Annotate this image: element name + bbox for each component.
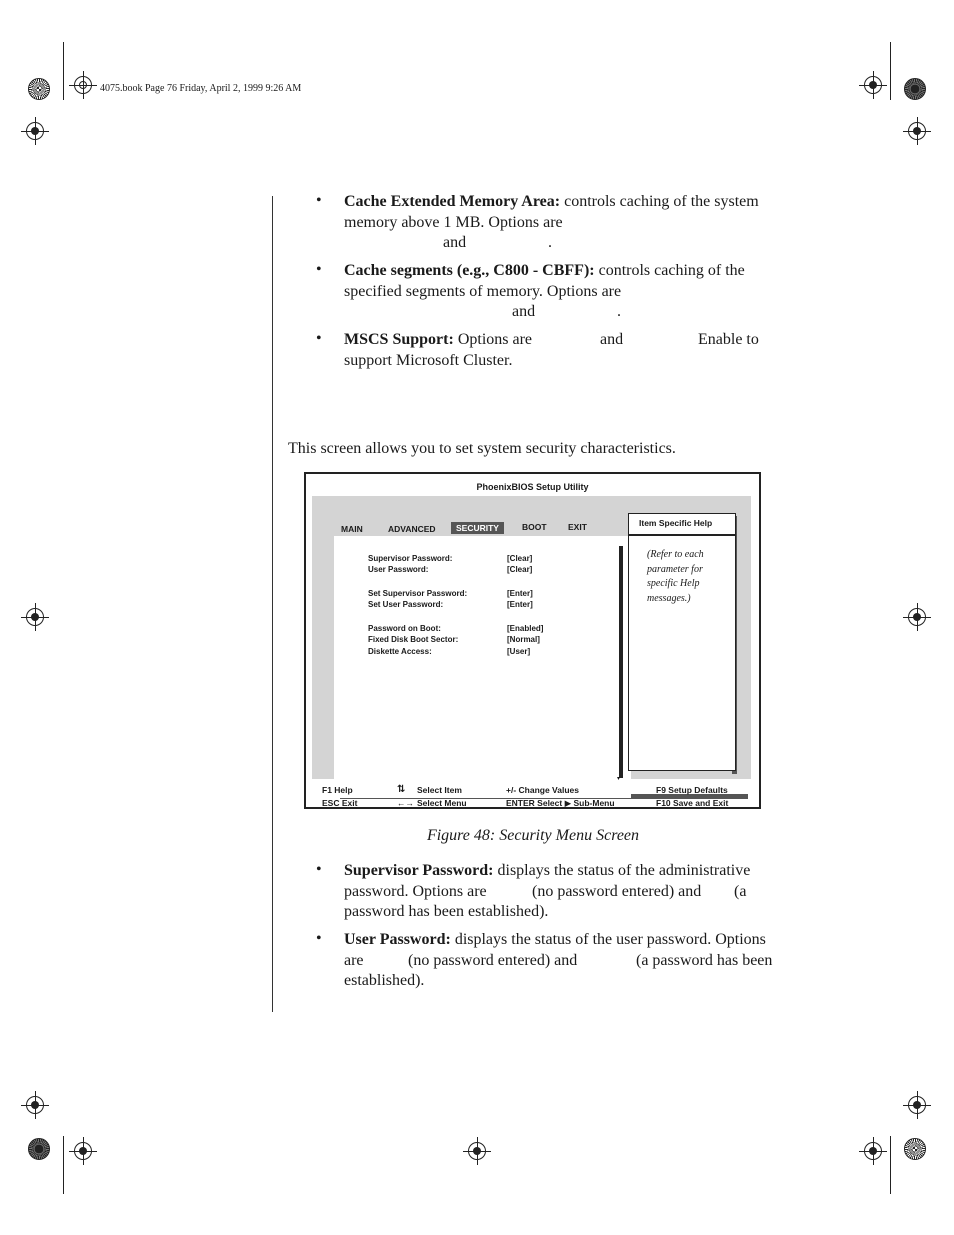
- registration-crosshair-icon: [864, 1142, 882, 1160]
- field-value: [User]: [507, 647, 531, 656]
- crop-mark: [63, 42, 64, 100]
- registration-burst-icon: [904, 1138, 926, 1160]
- margin-rule: [272, 196, 273, 1012]
- scrollbar: [619, 546, 623, 778]
- settings-panel: [334, 536, 631, 798]
- footer-esc: ESC Exit: [322, 798, 358, 808]
- menu-advanced: ADVANCED: [388, 524, 436, 534]
- field-label: Supervisor Password:: [368, 554, 453, 563]
- field-value: [Enabled]: [507, 624, 544, 633]
- left-right-arrows-icon: ←→: [397, 798, 414, 808]
- field-value: [Normal]: [507, 635, 540, 644]
- registration-crosshair-icon: [908, 1096, 926, 1114]
- crop-mark: [63, 1136, 64, 1194]
- menu-main: MAIN: [341, 524, 363, 534]
- intro-text: This screen allows you to set system security characteristics.: [288, 440, 676, 457]
- menu-exit: EXIT: [568, 522, 587, 532]
- menu-security: SECURITY: [451, 522, 504, 534]
- scroll-down-icon: ▾: [617, 776, 621, 782]
- bullet-user-password: User Password: displays the status of the user password. Options are (no password entered) and (a password has been established).: [344, 931, 773, 989]
- registration-crosshair-icon: [74, 76, 92, 94]
- footer-select-item: Select Item: [417, 785, 462, 795]
- help-title: Item Specific Help: [629, 514, 735, 536]
- field-value: [Enter]: [507, 600, 533, 609]
- field-value: [Clear]: [507, 554, 533, 563]
- term: Cache Extended Memory Area:: [344, 193, 561, 210]
- footer-enter-select: ENTER Select ▶ Sub-Menu: [506, 798, 615, 808]
- bios-title: PhoenixBIOS Setup Utility: [476, 482, 589, 492]
- field-value: [Enter]: [507, 589, 533, 598]
- footer-f10: F10 Save and Exit: [656, 798, 729, 808]
- help-panel: [628, 513, 736, 771]
- field-label: User Password:: [368, 565, 429, 574]
- bullet-marker: •: [316, 330, 322, 347]
- field-label: Fixed Disk Boot Sector:: [368, 635, 459, 644]
- bullet-cache-extended: Cache Extended Memory Area: controls caching of the system memory above 1 MB. Options are and .: [344, 193, 759, 251]
- registration-crosshair-icon: [908, 122, 926, 140]
- bullet-marker: •: [316, 930, 322, 947]
- bullet-marker: •: [316, 192, 322, 209]
- bullet-marker: •: [316, 861, 322, 878]
- term: Supervisor Password:: [344, 862, 494, 879]
- field-label: Set Supervisor Password:: [368, 589, 468, 598]
- registration-burst-icon: [28, 78, 50, 100]
- registration-crosshair-icon: [26, 1096, 44, 1114]
- bullet-marker: •: [316, 261, 322, 278]
- term: Cache segments (e.g., C800 - CBFF):: [344, 262, 595, 279]
- figure-caption: Figure 48: Security Menu Screen: [426, 827, 640, 844]
- registration-crosshair-icon: [908, 608, 926, 626]
- help-text: (Refer to each parameter for specific Help messages.): [647, 549, 704, 604]
- footer-f9: F9 Setup Defaults: [656, 785, 728, 795]
- up-down-arrows-icon: ⇅: [397, 784, 406, 795]
- footer-change-values: +/- Change Values: [506, 785, 579, 795]
- bios-screen-figure: [304, 472, 761, 809]
- registration-crosshair-icon: [468, 1142, 486, 1160]
- field-value: [Clear]: [507, 565, 533, 574]
- registration-crosshair-icon: [26, 608, 44, 626]
- bios-background: [312, 496, 751, 782]
- field-label: Diskette Access:: [368, 647, 432, 656]
- crop-mark: [890, 42, 891, 100]
- menu-boot: BOOT: [522, 522, 547, 532]
- term: MSCS Support:: [344, 331, 454, 348]
- footer-select-menu: Select Menu: [417, 798, 467, 808]
- registration-burst-icon: [28, 1138, 50, 1160]
- field-label: Password on Boot:: [368, 624, 441, 633]
- field-label: Set User Password:: [368, 600, 444, 609]
- term: User Password:: [344, 931, 451, 948]
- page-header: 4075.book Page 76 Friday, April 2, 1999 9:26 AM: [100, 83, 302, 94]
- registration-burst-icon: [904, 78, 926, 100]
- registration-crosshair-icon: [26, 122, 44, 140]
- registration-crosshair-icon: [864, 76, 882, 94]
- registration-crosshair-icon: [74, 1142, 92, 1160]
- bullet-supervisor-password: Supervisor Password: displays the status of the administrative password. Options are (no password entered) and (a password has been established).: [344, 862, 751, 920]
- bullet-cache-segments: Cache segments (e.g., C800 - CBFF): controls caching of the specified segments of memory. Options are and .: [344, 262, 745, 320]
- footer-f1: F1 Help: [322, 785, 353, 795]
- bullet-mscs-support: MSCS Support: Options are and Enable to support Microsoft Cluster.: [344, 331, 759, 369]
- crop-mark: [890, 1136, 891, 1194]
